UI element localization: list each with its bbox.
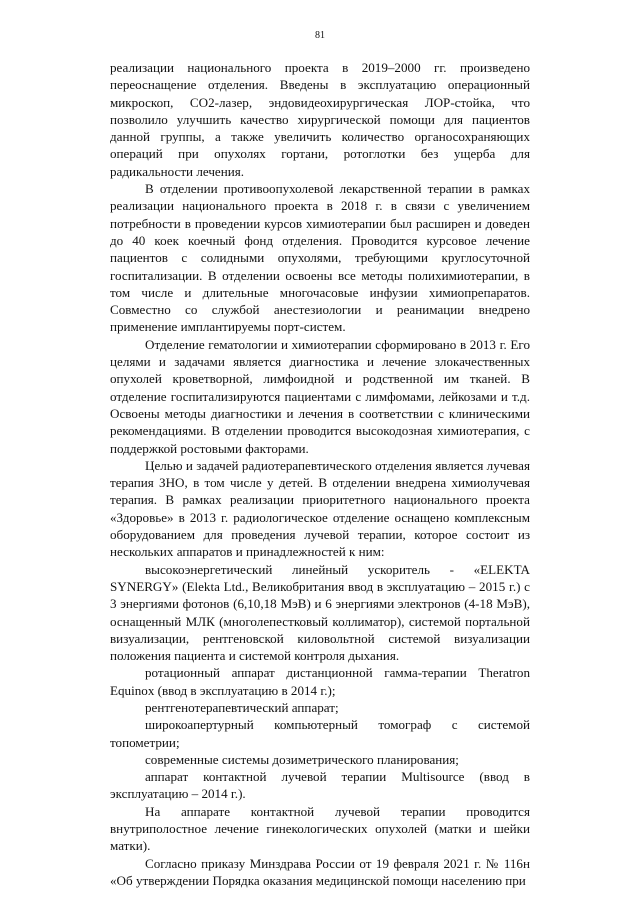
list-item-linear-accelerator: высокоэнергетический линейный ускоритель - «ELEKTA SYNERGY» (Elekta Ltd., Великобритания ввод в эксплуатацию – 2015 г.) с 3 энергиями фотонов (6,10,18 МэВ) и 6 энергиями электронов (4-18 МэВ), оснащенный МЛК (многолепестковый коллиматор), системой портальной визуализации, рентгеновской киловольтной системой визуализации положения пациента и системой контроля дыхания. [110,561,530,664]
page-number: 81 [315,30,325,41]
list-item-ct-scanner: широкоапертурный компьютерный томограф с системой топометрии; [110,717,530,750]
paragraph-intracavitary: На аппарате контактной лучевой терапии проводится внутриполостное лечение гинекологических опухолей (матки и шейки матки). [110,803,530,854]
paragraph-hematology: Отделение гематологии и химиотерапии сформировано в 2013 г. Его целями и задачами является диагностика и лечение злокачественных опухолей кроветворной, лимфоидной и родственной им тканей. В отделение госпитализируются пациентами с лимфомами, лейкозами и т.д. Освоены методы диагностики и лечения в соответствии с клиническими рекомендациями. В отделении проводится высокодозная химиотерапия, с поддержкой ростовыми факторами. [110,336,530,456]
paragraph-radiotherapy: Целью и задачей радиотерапевтического отделения является лучевая терапия ЗНО, в том числе у детей. В отделении внедрена химиолучевая терапия. В рамках реализации приоритетного национального проекта «Здоровье» в 2013 г. радиологическое отделение оснащено комплексным оборудованием для проведения лучевой терапии, которое состоит из нескольких аппаратов и принадлежностей к ним: [110,457,530,560]
list-item-xray-therapy: рентгенотерапевтический аппарат; [145,699,339,715]
paragraph-order-116n: Согласно приказу Минздрава России от 19 февраля 2021 г. № 116н «Об утверждении Порядка оказания медицинской помощи населению при [110,855,530,888]
paragraph-mid-sentence: реализации национального проекта в 2019–2000 гг. произведено переоснащение отделения. Введены в эксплуатацию операционный микроскоп, CO2-лазер, эндовидеохирургическая ЛОР-стойка, что позволило улучшить качество хирургической помощи для пациентов данной группы, а также увеличить количество органосохраняющих операций при опухолях гортани, ротоглотки без ущерба для радикальности лечения. [110,60,530,179]
paragraph-drug-therapy: В отделении противоопухолевой лекарственной терапии в рамках реализации национального проекта в 2018 г. в связи с увеличением потребности в проведении курсов химиотерапии был расширен и доведен до 40 коек коечный фонд отделения. Проводится курсовое лечение пациентов с солидными опухолями, требующими круглосуточной госпитализации. В отделении освоены все методы полихимиотерапии, в том числе и длительные многочасовые инфузии химиопрепаратов. Совместно со службой анестезиологии и реанимации внедрено применение имплантируемы порт-систем. [110,181,530,335]
list-item-gamma-therapy: ротационный аппарат дистанционной гамма-терапии Theratron Equinox (ввод в эксплуатацию в 2014 г.); [110,665,530,698]
list-item-contact-therapy: аппарат контактной лучевой терапии Multisource (ввод в эксплуатацию – 2014 г.). [110,769,530,802]
list-item-dosimetry: современные системы дозиметрического планирования; [145,751,459,767]
document-body [110,59,530,889]
